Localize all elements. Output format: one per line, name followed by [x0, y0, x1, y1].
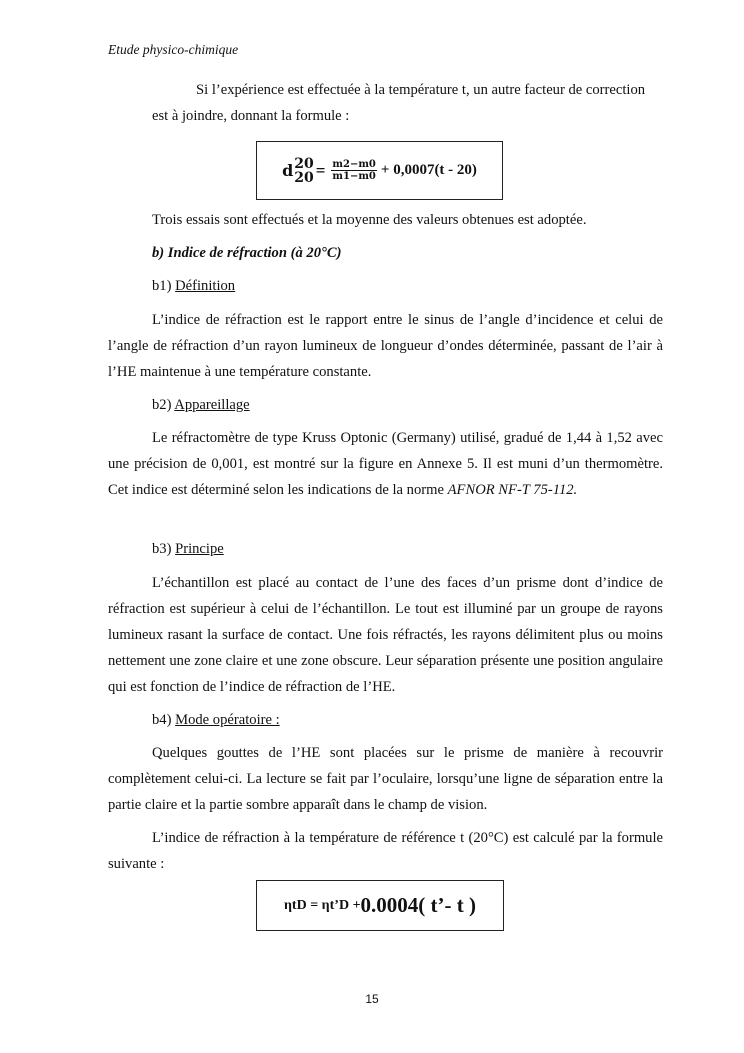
formula-sup: 20	[294, 155, 314, 172]
page-number: 15	[365, 992, 379, 1006]
heading-title: Définition	[175, 278, 236, 294]
subsection-heading-b3	[152, 536, 707, 562]
section-heading: b) Indice de réfraction (à 20°C)	[152, 245, 342, 261]
formula-sub: 20	[294, 169, 314, 186]
subsection-heading-b1	[152, 273, 707, 299]
heading-number: b2)	[152, 397, 175, 413]
fraction-numerator: m2−m0	[332, 159, 376, 170]
heading-title: Mode opératoire :	[175, 712, 280, 728]
formula-rest: + 0,0007(t - 20)	[380, 162, 477, 178]
running-header: Etude physico-chimique	[108, 42, 239, 57]
paragraph: L’indice de réfraction est le rapport entre le sinus de l’angle d’incidence et celui de l’angle de réfraction d’un rayon lumineux de longueur d’ondes déterminée, passant de l’air à l’HE maintenue à une température constante.	[108, 312, 663, 380]
formula-indices	[294, 157, 313, 185]
formula-refractive-index	[256, 880, 504, 931]
heading-number: b3)	[152, 541, 176, 557]
formula-lhs: d	[282, 161, 294, 180]
subsection-heading-b2	[152, 392, 707, 418]
heading-number: b1)	[152, 278, 176, 294]
paragraph	[108, 425, 663, 503]
formula-left: ηtD = ηt’D +	[283, 897, 361, 913]
paragraph: est à joindre, donnant la formule :	[152, 108, 350, 124]
formula-right: 0.0004( t’- t )	[360, 893, 477, 917]
fraction-denominator: m1−m0	[332, 171, 376, 182]
formula-equals: =	[315, 160, 326, 180]
heading-title: Appareillage	[174, 397, 250, 413]
paragraph: Si l’expérience est effectuée à la température t, un autre facteur de correction	[196, 82, 646, 98]
paragraph: L’indice de réfraction à la température de référence t (20°C) est calculé par la formule suivante :	[108, 830, 663, 872]
paragraph: L’échantillon est placé au contact de l’une des faces d’un prisme dont d’indice de réfraction est supérieur à celui de l’échantillon. Le tout est illuminé par un groupe de rayons lumineux rasant la surface de contact. Une fois réfractés, les rayons délimitent plus ou moins nettement une zone claire et une zone obscure. Leur séparation présente une position angulaire qui est fonction de l’indice de réfraction de l’HE.	[108, 575, 663, 695]
subsection-heading-b4	[152, 707, 707, 733]
paragraph: Quelques gouttes de l’HE sont placées sur le prisme de manière à recouvrir complètement celui-ci. La lecture se fait par l’oculaire, lorsqu’une ligne de séparation entre la partie claire et la partie sombre apparaît dans le champ de vision.	[108, 745, 663, 813]
formula-fraction	[331, 159, 376, 182]
paragraph-text: Le réfractomètre de type Kruss Optonic (Germany) utilisé, gradué de 1,44 à 1,52 avec une précision de 0,001, est montré sur la figure en Annexe 5. Il est muni d’un thermomètre. Cet indice est déterminé selon les indications de la norme	[108, 430, 663, 498]
paragraph: Trois essais sont effectués et la moyenne des valeurs obtenues est adoptée.	[152, 212, 587, 228]
norm-reference: AFNOR NF-T 75-112.	[447, 482, 578, 498]
heading-number: b4)	[152, 712, 176, 728]
formula-density	[256, 141, 503, 200]
heading-title: Principe	[175, 541, 224, 557]
